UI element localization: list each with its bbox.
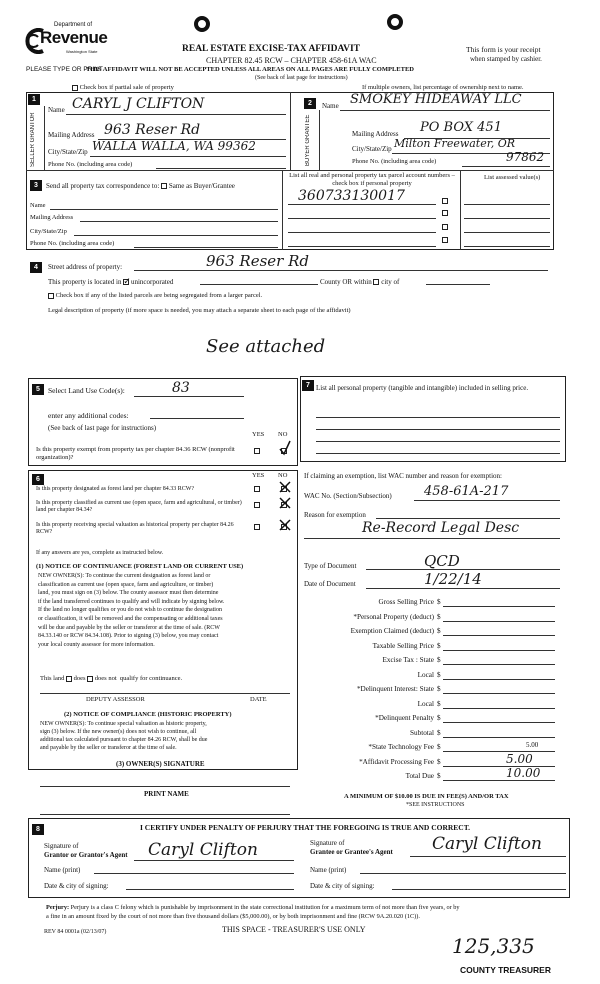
- notice1-line: NEW OWNER(S): To continue the current designation as forest land or: [38, 573, 211, 579]
- correspondence-label: Send all property tax correspondence to:: [46, 182, 160, 190]
- fee-line: [443, 737, 555, 738]
- notice1-text: [38, 572, 224, 649]
- grantor-signature[interactable]: Caryl Clifton: [148, 840, 258, 860]
- fee-dollar-sign: $: [437, 743, 441, 751]
- fee-label: Local: [417, 670, 434, 679]
- parcels-header: List all real and personal property tax parcel account numbers – check box if personal property: [289, 172, 455, 187]
- parcel-2-personal-checkbox[interactable]: [442, 210, 448, 216]
- fee-dollar-sign: $: [437, 685, 441, 693]
- if-yes-note: If any answers are yes, complete as instructed below.: [36, 550, 164, 556]
- stamp-number: 125,335: [452, 934, 535, 958]
- notice1-line: will be due and payable by the seller or transferor at the time of sale. (RCW: [38, 624, 220, 631]
- notice2-line: sign (3) below. If the new owner(s) does not wish to continue, all: [40, 729, 197, 735]
- section-7-badge: 7: [302, 380, 314, 391]
- historic-no-check-icon: [278, 518, 292, 532]
- exempt-no-check-icon: [278, 440, 292, 456]
- fee-line: [443, 679, 555, 680]
- fee-label: Gross Selling Price: [378, 598, 434, 606]
- owner-signature-label: (3) OWNER(S) SIGNATURE: [116, 760, 205, 768]
- forest-yes-checkbox[interactable]: [254, 486, 260, 492]
- segregated-checkbox[interactable]: [48, 293, 54, 299]
- wac-label: WAC No. (Section/Subsection): [304, 492, 392, 500]
- does-not-label: does not: [94, 675, 117, 682]
- punch-hole-right: [387, 14, 403, 30]
- buyer-name-label: Name: [322, 102, 339, 110]
- perjury-line-1: [46, 904, 460, 911]
- fee-line: [443, 708, 555, 709]
- wac-number[interactable]: 458-61A-217: [424, 484, 509, 499]
- fee-label: *Affidavit Processing Fee: [359, 757, 434, 766]
- fee-label: Exemption Claimed (deduct): [350, 627, 434, 635]
- fee-label: Local: [417, 699, 434, 708]
- current-use-no-check-icon: [278, 496, 292, 510]
- street-label: Street address of property:: [48, 263, 123, 271]
- does-label: does: [73, 675, 86, 682]
- located-label: This property is located in: [48, 278, 122, 286]
- legal-label: Legal description of property (if more space is needed, you may attach a separate sheet to each page of the affidavit): [48, 307, 351, 314]
- corr-phone-label: Phone No. (including area code): [30, 240, 115, 247]
- this-land-label: This land: [40, 675, 65, 682]
- fee-dollar-sign: $: [437, 728, 441, 737]
- land-use-label: Select Land Use Code(s):: [48, 386, 125, 395]
- historic-question: Is this property receiving special valuation as historical property per chapter 84.26 RCW?: [36, 522, 234, 535]
- seller-name-label: Name: [48, 106, 65, 114]
- fee-label: *Personal Property (deduct): [353, 612, 434, 621]
- logo-word: Revenue: [40, 28, 108, 47]
- city-of-label: city of: [381, 278, 400, 286]
- notice1-line: or classification, it will be removed and the compensating or additional taxes: [38, 615, 223, 622]
- no-header-6: NO: [278, 472, 288, 479]
- seller-city[interactable]: WALLA WALLA, WA 99362: [92, 139, 256, 153]
- form-title: REAL ESTATE EXCISE-TAX AFFIDAVIT: [182, 44, 360, 54]
- city-of-checkbox[interactable]: [373, 279, 379, 285]
- buyer-name[interactable]: SMOKEY HIDEAWAY LLC: [350, 92, 522, 107]
- fee-line: [443, 751, 555, 752]
- legal-see-attached[interactable]: See attached: [206, 336, 326, 357]
- qualify-label: qualify for continuance.: [119, 675, 183, 682]
- grantor-date-city-label: Date & city of signing:: [44, 882, 109, 890]
- fee-dollar-sign: $: [437, 699, 441, 708]
- buyer-phone-label: Phone No. (including area code): [352, 158, 437, 165]
- perjury-text-2: a fine in an amount fixed by the court of not more than five thousand dollars ($5,000.00), or by both imprisonment and fine (RCW 9A.20.020 (1C)).: [46, 913, 420, 920]
- fee-line: [443, 722, 555, 723]
- personal-property-label: List all personal property (tangible and intangible) included in selling price.: [316, 384, 529, 392]
- form-revision: REV 84 0001a (02/13/07): [44, 929, 107, 935]
- certify-text: I CERTIFY UNDER PENALTY OF PERJURY THAT THE FOREGOING IS TRUE AND CORRECT.: [140, 823, 471, 832]
- street-address[interactable]: 963 Reser Rd: [206, 252, 309, 270]
- dept-line: Department of: [54, 22, 93, 28]
- exempt-question: Is this property exempt from property tax per chapter 84.36 RCW (nonprofit organization)?: [36, 446, 235, 461]
- fee-line: [443, 693, 555, 694]
- grantee-signature[interactable]: Caryl Clifton: [432, 834, 542, 854]
- fee-dollar-sign: $: [437, 670, 441, 679]
- fee-label: *State Technology Fee: [368, 743, 434, 751]
- punch-hole-left: [194, 16, 210, 32]
- warning: THIS AFFIDAVIT WILL NOT BE ACCEPTED UNLESS ALL AREAS ON ALL PAGES ARE FULLY COMPLETED: [86, 66, 414, 73]
- notice2-line: NEW OWNER(S): To continue special valuation as historic property,: [40, 721, 207, 727]
- fee-dollar-sign: $: [437, 714, 441, 722]
- fee-dollar-sign: $: [437, 656, 441, 664]
- seller-mailing-label: Mailing Address: [48, 131, 95, 139]
- seller-phone-label: Phone No. (including area code): [48, 161, 133, 168]
- section-1-badge: 1: [28, 94, 40, 105]
- exemption-reason[interactable]: Re-Record Legal Desc: [362, 520, 520, 536]
- please-type: PLEASE TYPE OR PRINT: [26, 66, 103, 73]
- see-back: (See back of last page for instructions): [255, 75, 348, 81]
- does-not-checkbox[interactable]: [87, 676, 93, 682]
- fee-dollar-sign: $: [437, 598, 441, 606]
- receipt-line-2: when stamped by cashier.: [470, 55, 542, 63]
- section-8-badge: 8: [32, 824, 44, 835]
- exemption-label: If claiming an exemption, list WAC number and reason for exemption:: [304, 472, 502, 480]
- doc-type[interactable]: QCD: [424, 552, 460, 570]
- fee-dollar-sign: $: [437, 757, 441, 766]
- multiple-owners-note: If multiple owners, list percentage of ownership next to name.: [362, 84, 524, 91]
- fee-line: [443, 635, 555, 636]
- fee-value[interactable]: 5.00: [526, 741, 539, 749]
- parcel-3-personal-checkbox[interactable]: [442, 224, 448, 230]
- assessed-header: List assessed value(s): [484, 174, 541, 181]
- grantee-date-city-label: Date & city of signing:: [310, 882, 375, 890]
- grantor-sig-label-2: Grantor or Grantor's Agent: [44, 851, 128, 859]
- notice2-line: additional tax calculated pursuant to chapter 84.26 RCW, shall be due: [40, 737, 208, 743]
- fee-dollar-sign: $: [437, 772, 441, 780]
- fee-dollar-sign: $: [437, 641, 441, 650]
- perjury-text-1: Perjury is a class C felony which is punishable by imprisonment in the state correctional institution for a maximum term of not more than five years, or by: [70, 904, 460, 911]
- partial-sale-label: Check box if partial sale of property: [79, 84, 174, 91]
- receipt-line-1: This form is your receipt: [466, 45, 541, 54]
- corr-name-label: Name: [30, 202, 46, 209]
- notice1-line: 84.33.140 or RCW 84.34.108). Prior to signing (3) below, you may contact: [38, 633, 219, 640]
- section-2-badge: 2: [304, 98, 316, 109]
- chapter-line: CHAPTER 82.45 RCW – CHAPTER 458-61A WAC: [206, 56, 377, 65]
- exempt-yes-checkbox[interactable]: [254, 448, 260, 454]
- notice1-title: (1) NOTICE OF CONTINUANCE (FOREST LAND OR CURRENT USE): [36, 563, 244, 570]
- parcel-number-1[interactable]: 360733130017: [298, 188, 405, 204]
- grantee-sig-label-2: Grantee or Grantee's Agent: [310, 848, 393, 856]
- perjury-bold: Perjury:: [46, 904, 70, 911]
- seller-side-label: SELLER GRANTOR: [30, 112, 36, 168]
- grantor-name-print-label: Name (print): [44, 866, 81, 874]
- deputy-assessor-label: DEPUTY ASSESSOR: [86, 696, 145, 703]
- buyer-zip[interactable]: 97862: [506, 150, 545, 164]
- land-use-see-back: (See back of last page for instructions): [48, 424, 157, 432]
- seller-city-label: City/State/Zip: [48, 148, 88, 156]
- parcel-1-personal-checkbox[interactable]: [442, 198, 448, 204]
- notice1-line: If the land no longer qualifies or you do not wish to continue the designation: [38, 607, 222, 614]
- land-use-code[interactable]: 83: [172, 380, 190, 396]
- seller-mailing[interactable]: 963 Reser Rd: [104, 122, 201, 138]
- reason-label: Reason for exemption: [304, 511, 366, 519]
- doc-date-label: Date of Document: [304, 580, 356, 588]
- grantee-sig-label-1: Signature of: [310, 839, 345, 847]
- notice1-line: classification as current use (open space, farm and agriculture, or timber): [38, 581, 214, 588]
- section-5-badge: 5: [32, 384, 44, 395]
- buyer-mailing[interactable]: PO BOX 451: [420, 120, 502, 135]
- historic-yes-checkbox[interactable]: [254, 524, 260, 530]
- parcel-4-personal-checkbox[interactable]: [442, 237, 448, 243]
- notice2-text: [40, 720, 207, 752]
- fee-line: [443, 780, 555, 781]
- forest-no-check-icon: [278, 480, 292, 494]
- current-use-question: Is this property classified as current use (open space, farm and agricultural, or timber) land per chapter 84.34?: [36, 500, 242, 513]
- unincorporated-label: unincorporated: [130, 278, 174, 286]
- yes-header-6: YES: [252, 472, 265, 479]
- fee-line: [443, 650, 555, 651]
- grantor-sig-label-1: Signature of: [44, 842, 79, 850]
- state-line: Washington State: [66, 49, 98, 54]
- fee-see-instructions: *SEE INSTRUCTIONS: [406, 802, 465, 808]
- notice1-line: land, you must sign on (3) below. The county assessor must then determine: [38, 590, 219, 597]
- treasurer-space-label: THIS SPACE - TREASURER'S USE ONLY: [222, 925, 366, 934]
- fee-label: Taxable Selling Price: [372, 641, 434, 650]
- notice1-line: your local county assessor for more information.: [38, 641, 155, 648]
- buyer-city-label: City/State/Zip: [352, 145, 392, 153]
- doc-type-label: Type of Document: [304, 562, 357, 570]
- section-3-badge: 3: [30, 180, 42, 191]
- corr-city-label: City/State/Zip: [30, 228, 67, 235]
- yes-header-5: YES: [252, 431, 265, 438]
- fee-value[interactable]: 10.00: [506, 766, 541, 780]
- additional-codes-label: enter any additional codes:: [48, 411, 129, 420]
- segregated-label: Check box if any of the listed parcels are being segregated from a larger parcel.: [55, 292, 263, 299]
- doc-date[interactable]: 1/22/14: [424, 570, 482, 588]
- partial-sale-checkbox[interactable]: [72, 85, 78, 91]
- county-or-label: County OR within: [320, 278, 372, 286]
- fee-label: *Delinquent Penalty: [375, 714, 434, 722]
- forest-question: Is this property designated as forest land per chapter 84.33 RCW?: [36, 486, 195, 492]
- fee-dollar-sign: $: [437, 627, 441, 635]
- fee-label: Excise Tax : State: [382, 656, 434, 664]
- county-treasurer-label: COUNTY TREASURER: [460, 965, 551, 975]
- section-4-badge: 4: [30, 262, 42, 273]
- buyer-city[interactable]: Milton Freewater, OR: [394, 137, 516, 150]
- logo: [24, 22, 114, 64]
- buyer-mailing-label: Mailing Address: [352, 130, 399, 138]
- unincorporated-checkbox[interactable]: ✓: [123, 276, 131, 287]
- fee-value[interactable]: 5.00: [506, 751, 533, 766]
- grantee-name-print-label: Name (print): [310, 866, 347, 874]
- no-header-5: NO: [278, 431, 288, 438]
- current-use-yes-checkbox[interactable]: [254, 502, 260, 508]
- fee-line: [443, 606, 555, 607]
- notice1-line: if the land transferred continues to qualify and will indicate by signing below.: [38, 598, 225, 605]
- fee-label: Subtotal: [410, 728, 434, 737]
- deputy-date-label: DATE: [250, 696, 267, 703]
- same-as-buyer-checkbox[interactable]: [161, 183, 167, 189]
- section-6-badge: 6: [32, 474, 44, 485]
- fee-label: Total Due: [405, 772, 434, 780]
- fee-line: [443, 664, 555, 665]
- notice2-title: (2) NOTICE OF COMPLIANCE (HISTORIC PROPERTY): [64, 711, 232, 718]
- fee-minimum-note: A MINIMUM OF $10.00 IS DUE IN FEE(S) AND/OR TAX: [344, 793, 509, 800]
- corr-mailing-label: Mailing Address: [30, 214, 74, 221]
- print-name-label: PRINT NAME: [144, 790, 189, 798]
- fee-dollar-sign: $: [437, 612, 441, 621]
- notice2-line: and payable by the seller or transferor at the time of sale.: [40, 745, 177, 751]
- buyer-side-label: BUYER GRANTEE: [305, 114, 311, 166]
- seller-name[interactable]: CARYL J CLIFTON: [72, 96, 205, 112]
- fee-label: *Delinquent Interest: State: [356, 685, 434, 693]
- does-checkbox[interactable]: [66, 676, 72, 682]
- fee-line: [443, 621, 555, 622]
- same-as-buyer-label: Same as Buyer/Grantee: [168, 182, 235, 190]
